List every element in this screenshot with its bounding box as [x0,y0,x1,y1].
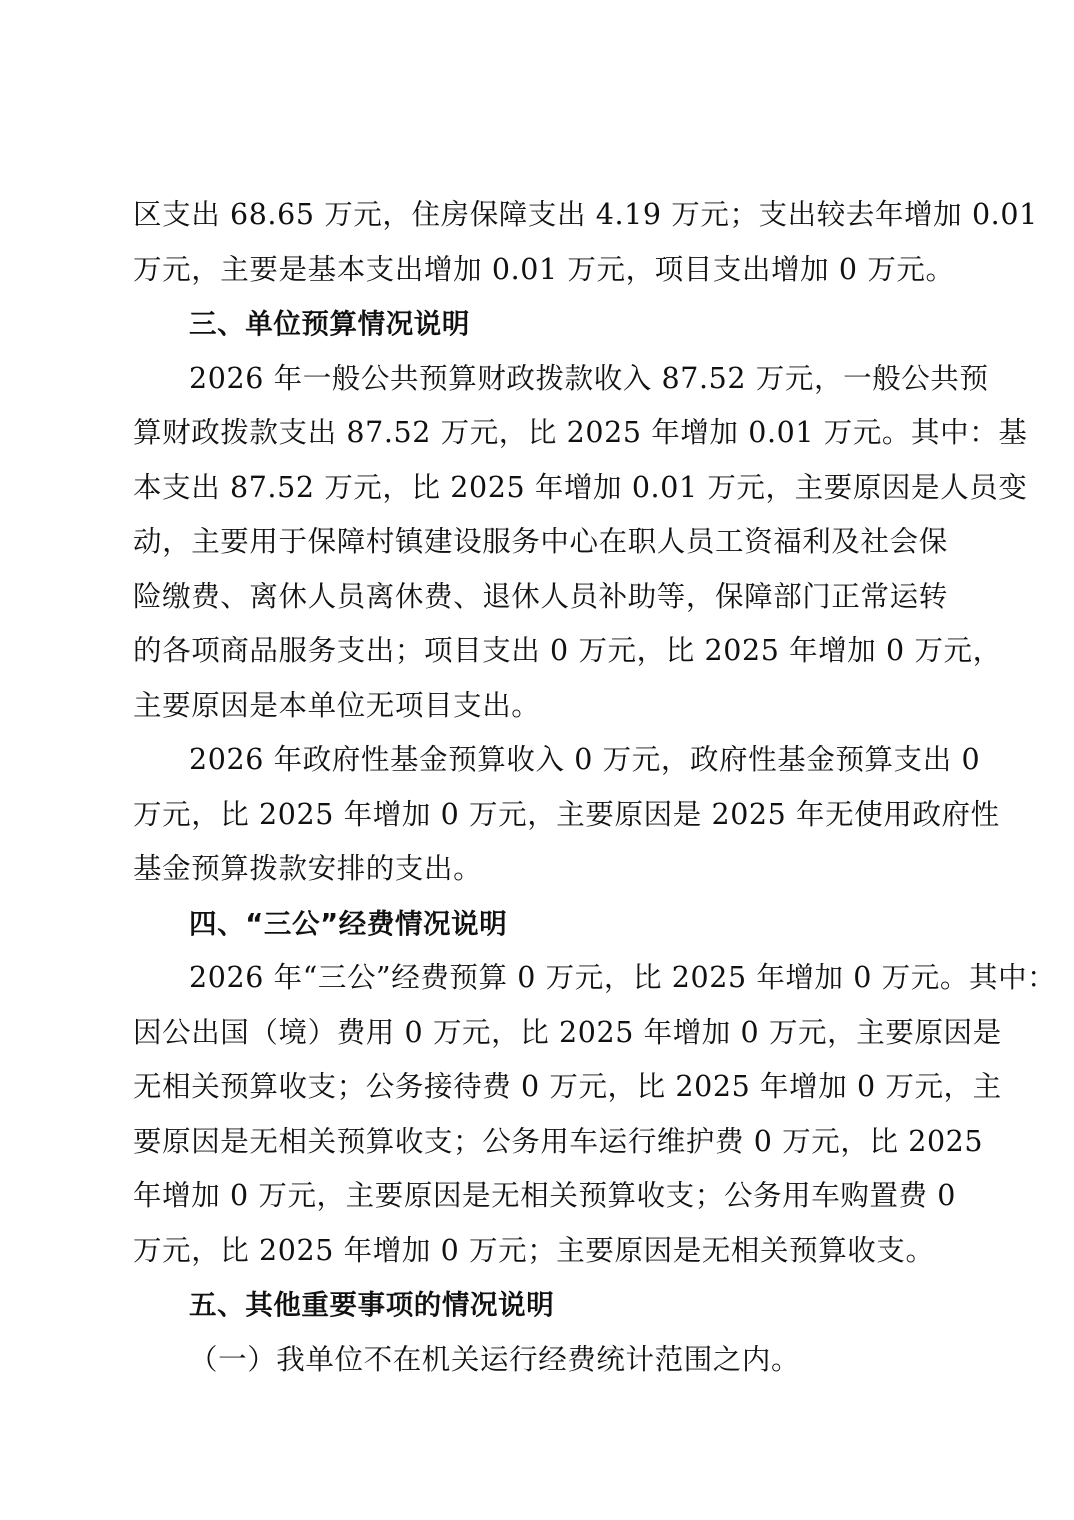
text-line: 万元，主要是基本支出增加 0.01 万元，项目支出增加 0 万元。 [133,252,955,286]
text-line: 险缴费、离休人员离休费、退休人员补助等，保障部门正常运转 [133,579,948,613]
section-heading-3: 三、单位预算情况说明 [189,308,470,340]
document-body [133,188,1057,1387]
section-heading-5: 五、其他重要事项的情况说明 [189,1289,555,1321]
section3-paragraph-2 [133,733,1000,897]
section3-paragraph-1 [133,352,1028,734]
text-line: 因公出国（境）费用 0 万元，比 2025 年增加 0 万元，主要原因是 [133,1015,1002,1049]
text-line: 的各项商品服务支出；项目支出 0 万元，比 2025 年增加 0 万元， [133,634,1002,667]
text-line: 区支出 68.65 万元，住房保障支出 4.19 万元；支出较去年增加 0.01 [133,198,1038,231]
text-line: 无相关预算收支；公务接待费 0 万元，比 2025 年增加 0 万元，主 [133,1070,1002,1103]
paragraph-continuation [133,188,1038,297]
section4-paragraph-1 [133,951,1057,1278]
text-line: 本支出 87.52 万元，比 2025 年增加 0.01 万元，主要原因是人员变 [133,470,1028,504]
section-heading-4: 四、“三公”经费情况说明 [189,907,508,940]
text-line: 主要原因是本单位无项目支出。 [133,688,541,722]
text-line: 基金预算拨款安排的支出。 [133,852,483,885]
text-line: 2026 年“三公”经费预算 0 万元，比 2025 年增加 0 万元。其中： [189,961,1057,994]
text-line: 万元，比 2025 年增加 0 万元；主要原因是无相关预算收支。 [133,1233,935,1267]
text-line: （一）我单位不在机关运行经费统计范围之内。 [189,1342,801,1376]
section5-item-1 [133,1333,945,1388]
text-line: 2026 年政府性基金预算收入 0 万元，政府性基金预算支出 0 [189,743,981,776]
text-line: 算财政拨款支出 87.52 万元，比 2025 年增加 0.01 万元。其中：基 [133,416,1028,449]
text-line: 动，主要用于保障村镇建设服务中心在职人员工资福利及社会保 [133,525,948,558]
text-line: 要原因是无相关预算收支；公务用车运行维护费 0 万元，比 2025 [133,1124,984,1158]
text-line: 年增加 0 万元，主要原因是无相关预算收支；公务用车购置费 0 [133,1179,957,1212]
text-line: 2026 年一般公共预算财政拨款收入 87.52 万元，一般公共预 [189,361,989,395]
text-line: 万元，比 2025 年增加 0 万元，主要原因是 2025 年无使用政府性 [133,797,1000,831]
